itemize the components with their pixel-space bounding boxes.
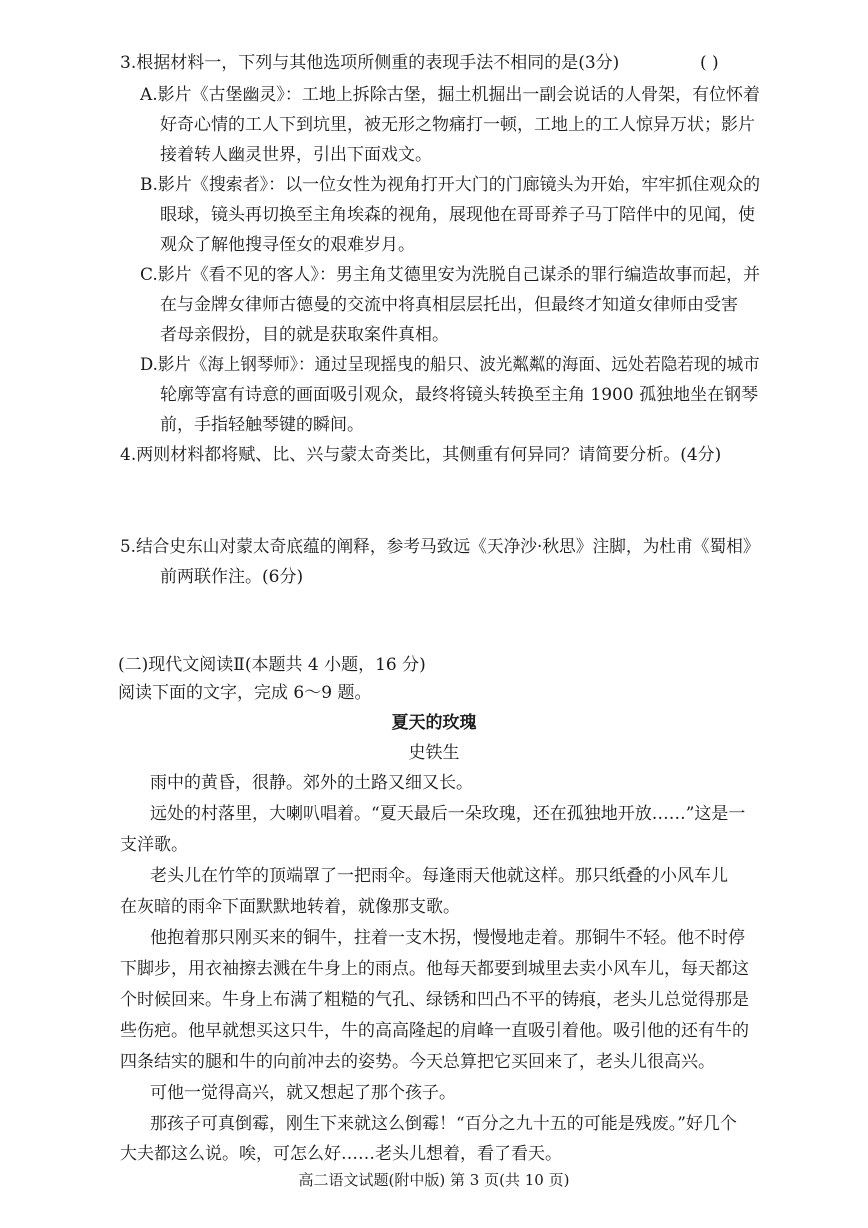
question-4: 4.两则材料都将赋、比、兴与蒙太奇类比，其侧重有何异同？请简要分析。(4分) xyxy=(120,445,722,465)
story-title: 夏天的玫瑰 xyxy=(391,713,477,733)
page-footer: 高二语文试题(附中版) 第 3 页(共 10 页) xyxy=(298,1171,570,1189)
story-paragraph-3-line-2: 在灰暗的雨伞下面默默地转着，就像那支歌。 xyxy=(120,897,460,917)
story-paragraph-4-line-1: 他抱着那只刚买来的铜牛，拄着一支木拐，慢慢地走着。那铜牛不轻。他不时停 xyxy=(150,928,745,948)
question-5-line-1: 5.结合史东山对蒙太奇底蕴的阐释，参考马致远《天净沙·秋思》注脚，为杜甫《蜀相》 xyxy=(120,537,760,557)
option-d-line-2: 轮廓等富有诗意的画面吸引观众，最终将镜头转换至主角 1900 孤独地坐在钢琴 xyxy=(160,385,759,405)
option-a-line-3: 接着转人幽灵世界，引出下面戏文。 xyxy=(160,145,432,165)
story-paragraph-4-line-4: 些伤疤。他早就想买这只牛，牛的高高隆起的肩峰一直吸引着他。吸引他的还有牛的 xyxy=(120,1021,749,1041)
option-c-line-2: 在与金牌女律师古德曼的交流中将真相层层托出，但最终才知道女律师由受害 xyxy=(160,295,738,315)
option-d-line-1: D.影片《海上钢琴师》：通过呈现摇曳的船只、波光粼粼的海面、远处若隐若现的城市 xyxy=(140,355,760,375)
answer-bracket: ( ) xyxy=(700,53,719,73)
story-paragraph-5: 可他一觉得高兴，就又想起了那个孩子。 xyxy=(150,1083,456,1103)
question-3-stem: 3.根据材料一，下列与其他选项所侧重的表现手法不相同的是(3分) xyxy=(120,53,620,73)
option-a-line-1: A.影片《古堡幽灵》：工地上拆除古堡，掘土机掘出一副会说话的人骨架，有位怀着 xyxy=(140,85,760,105)
story-paragraph-1: 雨中的黄昏，很静。郊外的土路又细又长。 xyxy=(150,773,473,793)
option-d-line-3: 前，手指轻触琴键的瞬间。 xyxy=(160,415,364,435)
section-instruction: 阅读下面的文字，完成 6～9 题。 xyxy=(118,683,372,703)
story-paragraph-2-line-1: 远处的村落里，大喇叭唱着。“夏天最后一朵玫瑰，还在孤独地开放……”这是一 xyxy=(150,804,746,824)
story-paragraph-3-line-1: 老头儿在竹竿的顶端罩了一把雨伞。每逢雨天他就这样。那只纸叠的小风车儿 xyxy=(150,866,728,886)
story-paragraph-4-line-2: 下脚步，用衣袖擦去溅在牛身上的雨点。他每天都要到城里去卖小风车儿，每天都这 xyxy=(120,959,749,979)
story-paragraph-6-line-1: 那孩子可真倒霉，刚生下来就这么倒霉！“百分之九十五的可能是残废。”好几个 xyxy=(150,1114,737,1134)
option-b-line-1: B.影片《搜索者》：以一位女性为视角打开大门的门廊镜头为开始，牢牢抓住观众的 xyxy=(140,175,761,195)
story-paragraph-4-line-5: 四条结实的腿和牛的向前冲去的姿势。今天总算把它买回来了，老头儿很高兴。 xyxy=(120,1052,715,1072)
option-c-line-3: 者母亲假扮，目的就是获取案件真相。 xyxy=(160,325,449,345)
option-a-line-2: 好奇心情的工人下到坑里，被无形之物痛打一顿，工地上的工人惊异万状；影片 xyxy=(160,115,755,135)
story-paragraph-6-line-2: 大夫都这么说。唉，可怎么好……老头儿想着，看了看天。 xyxy=(120,1144,562,1164)
option-c-line-1: C.影片《看不见的客人》：男主角艾德里安为洗脱自己谋杀的罪行编造故事而起，并 xyxy=(140,265,761,285)
section-heading: (二)现代文阅读Ⅱ(本题共 4 小题，16 分) xyxy=(118,655,426,675)
question-5-line-2: 前两联作注。(6分) xyxy=(160,567,304,587)
story-paragraph-4-line-3: 个时候回来。牛身上布满了粗糙的气孔、绿锈和凹凸不平的铸痕，老头儿总觉得那是 xyxy=(120,990,749,1010)
option-b-line-3: 观众了解他搜寻侄女的艰难岁月。 xyxy=(160,235,415,255)
story-paragraph-2-line-2: 支洋歌。 xyxy=(120,835,188,855)
story-author: 史铁生 xyxy=(408,743,460,763)
option-b-line-2: 眼球，镜头再切换至主角埃森的视角，展现他在哥哥养子马丁陪伴中的见闻，使 xyxy=(160,205,755,225)
